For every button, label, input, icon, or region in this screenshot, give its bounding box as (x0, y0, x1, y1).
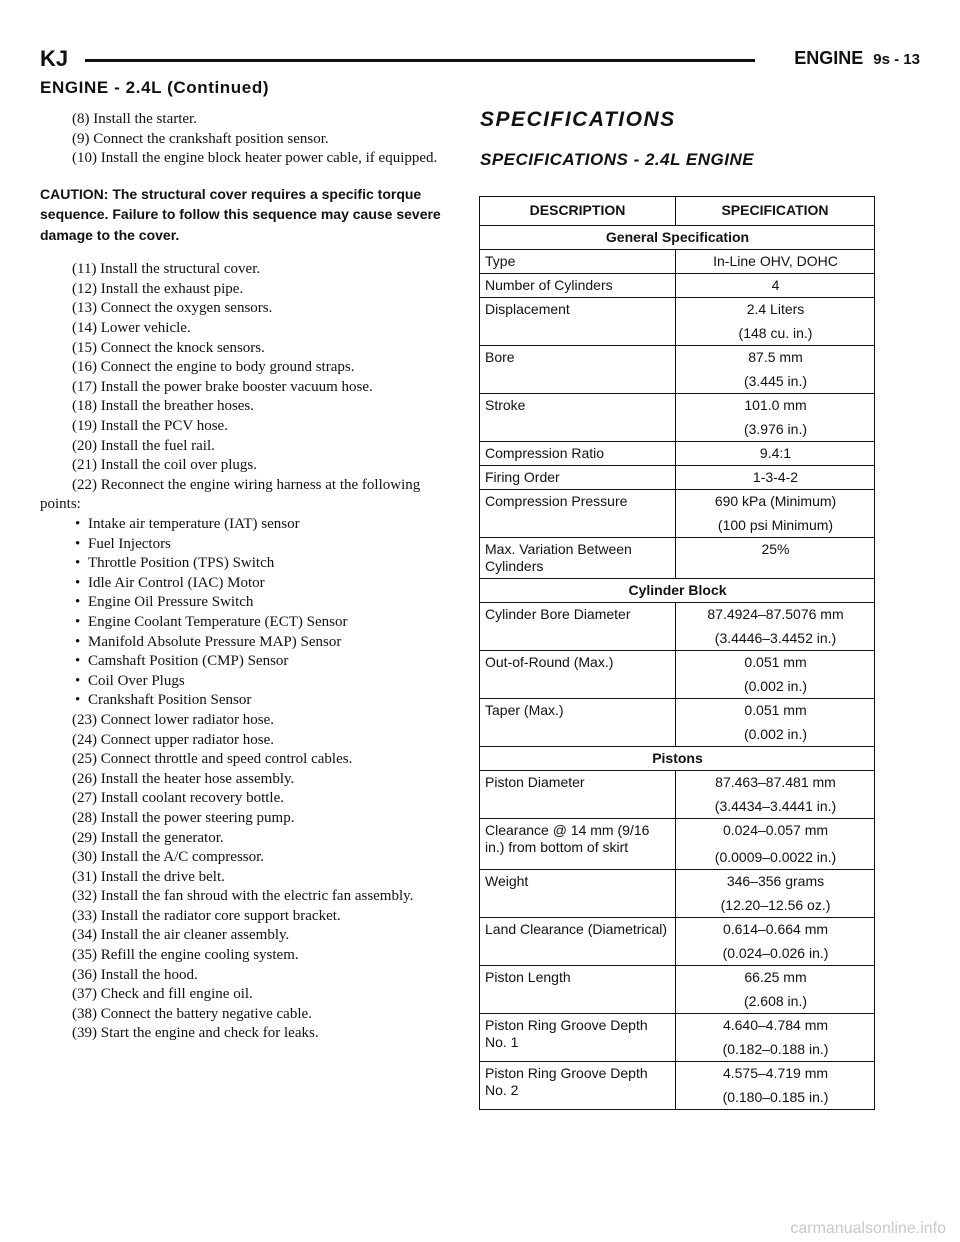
step: (32) Install the fan shroud with the electric fan assembly. (72, 888, 414, 905)
step: (12) Install the exhaust pipe. (72, 280, 244, 297)
step: (11) Install the structural cover. (72, 261, 261, 278)
step: (27) Install coolant recovery bottle. (72, 790, 285, 807)
step: (37) Check and fill engine oil. (72, 986, 253, 1003)
value-line: (0.180–0.185 in.) (722, 1089, 829, 1105)
step: (24) Connect upper radiator hose. (72, 731, 275, 748)
table-row (480, 870, 875, 918)
value-line: (3.4446–3.4452 in.) (714, 630, 837, 646)
spec-value (676, 1014, 875, 1062)
step: (39) Start the engine and check for leaks. (72, 1025, 319, 1042)
spec-description: Clearance @ 14 mm (9/16 in.) from bottom of skirt (480, 819, 676, 870)
spec-value (676, 298, 875, 346)
section-title: Pistons (480, 747, 875, 771)
bullet-item: • Camshaft Position (CMP) Sensor (40, 652, 454, 672)
value-line: (3.976 in.) (743, 421, 808, 437)
table-row (480, 1014, 875, 1062)
step: (14) Lower vehicle. (72, 320, 191, 337)
bullet-item: • Engine Coolant Temperature (ECT) Sensor (40, 613, 454, 633)
table-header-row (480, 197, 875, 226)
value-line: 2.4 Liters (746, 301, 805, 317)
section-row (480, 747, 875, 771)
column-header: DESCRIPTION (480, 197, 676, 226)
table-row (480, 819, 875, 870)
spec-description: Firing Order (480, 466, 676, 490)
bullet-item: • Crankshaft Position Sensor (40, 691, 454, 711)
table-row (480, 603, 875, 651)
specifications-subheading: SPECIFICATIONS - 2.4L ENGINE (480, 150, 755, 169)
step: (9) Connect the crankshaft position sensor. (72, 130, 329, 147)
step: (21) Install the coil over plugs. (72, 457, 257, 474)
table-row (480, 346, 875, 394)
spec-description: Max. Variation Between Cylinders (480, 538, 676, 579)
step: (25) Connect throttle and speed control cables. (72, 751, 353, 768)
step: (8) Install the starter. (72, 111, 197, 127)
bullet-item: • Coil Over Plugs (40, 672, 454, 692)
spec-value (676, 603, 875, 651)
continued-title: ENGINE - 2.4L (Continued) (40, 78, 270, 97)
table-row (480, 394, 875, 442)
step: (38) Connect the battery negative cable. (72, 1005, 312, 1022)
value-line: 4.575–4.719 mm (722, 1065, 829, 1081)
section-title: Cylinder Block (480, 579, 875, 603)
spec-value (676, 274, 875, 298)
spec-description: Bore (480, 346, 676, 394)
step: (23) Connect lower radiator hose. (72, 711, 275, 728)
spec-value (676, 918, 875, 966)
spec-value (676, 490, 875, 538)
value-line: 690 kPa (Minimum) (714, 493, 837, 509)
value-line: 4.640–4.784 mm (722, 1017, 829, 1033)
spec-description: Stroke (480, 394, 676, 442)
value-line: (100 psi Minimum) (717, 517, 834, 533)
spec-value (676, 250, 875, 274)
step: (15) Connect the knock sensors. (72, 339, 265, 356)
value-line: 66.25 mm (744, 969, 807, 985)
value-line: 0.051 mm (744, 654, 807, 670)
spec-description: Compression Pressure (480, 490, 676, 538)
value-line: 101.0 mm (744, 397, 807, 413)
table-row (480, 966, 875, 1014)
value-line: (148 cu. in.) (738, 325, 813, 341)
step: (26) Install the heater hose assembly. (72, 770, 295, 787)
spec-value (676, 346, 875, 394)
spec-value (676, 466, 875, 490)
step: (17) Install the power brake booster vacuum hose. (72, 378, 373, 395)
section-row (480, 579, 875, 603)
model-code: KJ (40, 46, 69, 71)
value-line: 4 (771, 277, 780, 293)
spec-description: Piston Ring Groove Depth No. 2 (480, 1062, 676, 1110)
spec-description: Displacement (480, 298, 676, 346)
bullet-item: • Intake air temperature (IAT) sensor (40, 515, 454, 535)
table-row (480, 1062, 875, 1110)
spec-value (676, 538, 875, 579)
spec-description: Weight (480, 870, 676, 918)
spec-description: Compression Ratio (480, 442, 676, 466)
section-title: General Specification (480, 226, 875, 250)
step: (30) Install the A/C compressor. (72, 849, 265, 866)
table-row (480, 538, 875, 579)
value-line: (3.445 in.) (743, 373, 808, 389)
spec-value (676, 1062, 875, 1110)
value-line: 0.614–0.664 mm (722, 921, 829, 937)
table-row (480, 442, 875, 466)
procedure-column (40, 110, 454, 1044)
table-row (480, 274, 875, 298)
specifications-table (479, 196, 875, 1110)
spec-description: Out-of-Round (Max.) (480, 651, 676, 699)
spec-description: Taper (Max.) (480, 699, 676, 747)
bullet-item: • Throttle Position (TPS) Switch (40, 554, 454, 574)
value-line: (0.182–0.188 in.) (722, 1041, 829, 1057)
spec-description: Piston Diameter (480, 771, 676, 819)
spec-value (676, 442, 875, 466)
table-row (480, 250, 875, 274)
spec-value (676, 651, 875, 699)
value-line: (2.608 in.) (743, 993, 808, 1009)
step: (20) Install the fuel rail. (72, 437, 215, 454)
step: (10) Install the engine block heater power cable, if equipped. (72, 150, 438, 167)
bullet-item: • Manifold Absolute Pressure MAP) Sensor (40, 633, 454, 653)
table-row (480, 298, 875, 346)
step: (13) Connect the oxygen sensors. (72, 300, 273, 317)
spec-description: Cylinder Bore Diameter (480, 603, 676, 651)
value-line: 9.4:1 (759, 445, 792, 461)
value-line: 87.5 mm (748, 349, 803, 365)
value-line: 0.051 mm (744, 702, 807, 718)
page-number: 9s - 13 (873, 51, 920, 68)
value-line: 87.4924–87.5076 mm (707, 606, 844, 622)
bullet-item: • Idle Air Control (IAC) Motor (40, 574, 454, 594)
table-row (480, 466, 875, 490)
step: (34) Install the air cleaner assembly. (72, 927, 290, 944)
table-row (480, 651, 875, 699)
value-line: 87.463–87.481 mm (715, 774, 836, 790)
value-line: (12.20–12.56 oz.) (720, 897, 831, 913)
spec-description: Number of Cylinders (480, 274, 676, 298)
spec-value (676, 966, 875, 1014)
spec-value (676, 699, 875, 747)
caution-note: CAUTION: The structural cover requires a specific torque sequence. Failure to follow this sequence may cause severe damage to the cover. (40, 185, 441, 243)
step: (18) Install the breather hoses. (72, 398, 255, 415)
column-header: SPECIFICATION (676, 197, 875, 226)
table-row (480, 490, 875, 538)
section-name: ENGINE (794, 48, 864, 68)
value-line: (0.002 in.) (743, 726, 808, 742)
spec-value (676, 771, 875, 819)
specifications-heading: SPECIFICATIONS (480, 108, 676, 131)
bullet-item: • Engine Oil Pressure Switch (40, 593, 454, 613)
step: (28) Install the power steering pump. (72, 809, 295, 826)
spec-value (676, 819, 875, 870)
spec-value (676, 394, 875, 442)
spec-description: Type (480, 250, 676, 274)
bullet-item: • Fuel Injectors (40, 535, 454, 555)
step: (31) Install the drive belt. (72, 868, 225, 885)
step: (29) Install the generator. (72, 829, 224, 846)
spec-value (676, 870, 875, 918)
value-line: 1-3-4-2 (752, 469, 799, 485)
step: (33) Install the radiator core support bracket. (72, 907, 341, 924)
header-rule (85, 59, 755, 62)
value-line: (0.002 in.) (743, 678, 808, 694)
value-line: In-Line OHV, DOHC (713, 253, 838, 269)
table-row (480, 771, 875, 819)
header-section (794, 48, 920, 69)
step: (35) Refill the engine cooling system. (72, 947, 299, 964)
step: (22) Reconnect the engine wiring harness at the following points: (40, 476, 421, 513)
step: (36) Install the hood. (72, 966, 198, 983)
value-line: (0.024–0.026 in.) (722, 945, 829, 961)
step: (16) Connect the engine to body ground straps. (72, 359, 355, 376)
table-row (480, 699, 875, 747)
value-line: (3.4434–3.4441 in.) (714, 798, 837, 814)
spec-description: Piston Length (480, 966, 676, 1014)
value-line: (0.0009–0.0022 in.) (714, 849, 837, 865)
section-row (480, 226, 875, 250)
value-line: 0.024–0.057 mm (722, 822, 829, 838)
step: (19) Install the PCV hose. (72, 418, 228, 435)
value-line: 346–356 grams (726, 873, 825, 889)
table-row (480, 918, 875, 966)
spec-description: Land Clearance (Diametrical) (480, 918, 676, 966)
page-header (40, 46, 920, 74)
watermark: carmanualsonline.info (790, 1220, 946, 1237)
value-line: 25% (761, 541, 790, 557)
spec-description: Piston Ring Groove Depth No. 1 (480, 1014, 676, 1062)
